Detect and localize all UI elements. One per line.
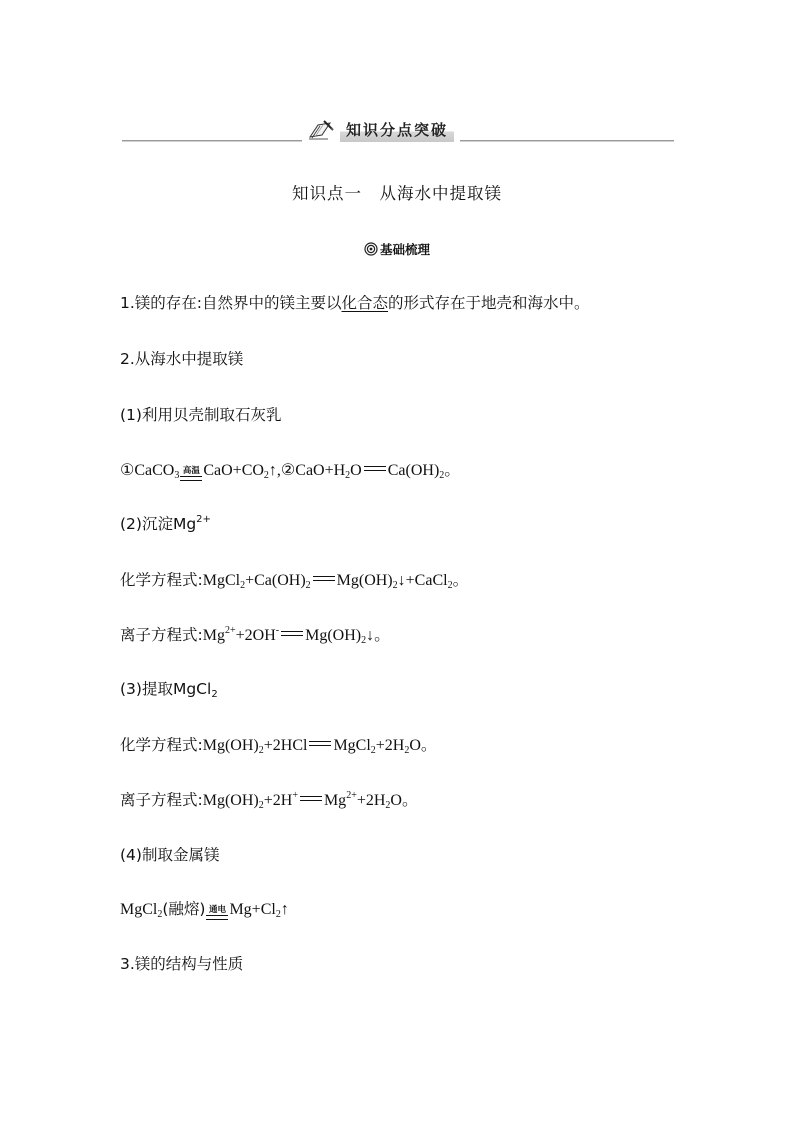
text-line-13: 3.镁的结构与性质: [120, 955, 244, 973]
equation-line-electrolysis: MgCl$_2$(融熔) 通电 $Mg+Cl_2↑$: [120, 900, 289, 920]
condition-arrow: 高温: [180, 467, 202, 481]
equation-line-extract-chemical: 化学方程式$:Mg(OH)_2+2HCl$ $MgCl_2+2H_2O$。: [120, 736, 437, 756]
text-line-11: (4)制取金属镁: [120, 846, 220, 864]
banner-text-highlight: [340, 119, 454, 142]
equation-line-precipitate-ionic: 离子方程式$:Mg^{2+}+2OH^-$ $Mg(OH)_2↓$。: [120, 625, 391, 646]
banner-title-group: [302, 118, 460, 142]
equation-line-extract-ionic: 离子方程式$:Mg(OH)_2+2H^+$ $Mg^{2+}+2H_2O$。: [120, 790, 418, 811]
text-line-8: (3)提取MgCl$_2$: [120, 680, 218, 700]
book-pen-icon: [308, 119, 334, 141]
knowledge-point-heading: 知识点一 从海水中提取镁: [292, 184, 502, 203]
text-line-5: (2)沉淀$Mg^{2+}$: [120, 514, 211, 533]
condition-arrow: 通电: [206, 906, 228, 920]
text-line-2: 2.从海水中提取镁: [120, 350, 244, 368]
subheading-text: 基础梳理: [379, 242, 430, 257]
text-line-3: (1)利用贝壳制取石灰乳: [120, 406, 282, 424]
equation-line-precipitate-chemical: 化学方程式$:MgCl_2+Ca(OH)_2$ $Mg(OH)_2↓+CaCl_2$。: [120, 571, 469, 591]
underlined-answer: 化合态: [341, 294, 389, 312]
section-banner: [122, 118, 674, 146]
target-icon: [364, 242, 378, 256]
basics-subheading: [0, 240, 794, 258]
text-line-1: 1.镁的存在:自然界中的镁主要以化合态的形式存在于地壳和海水中。: [120, 294, 590, 312]
equation-line-lime: ①CaCO$_3$ 高温 $CaO+CO_2↑,②CaO+H_2O$ $Ca(OH)_2$。: [120, 462, 461, 481]
banner-title: 知识分点突破: [346, 120, 449, 139]
